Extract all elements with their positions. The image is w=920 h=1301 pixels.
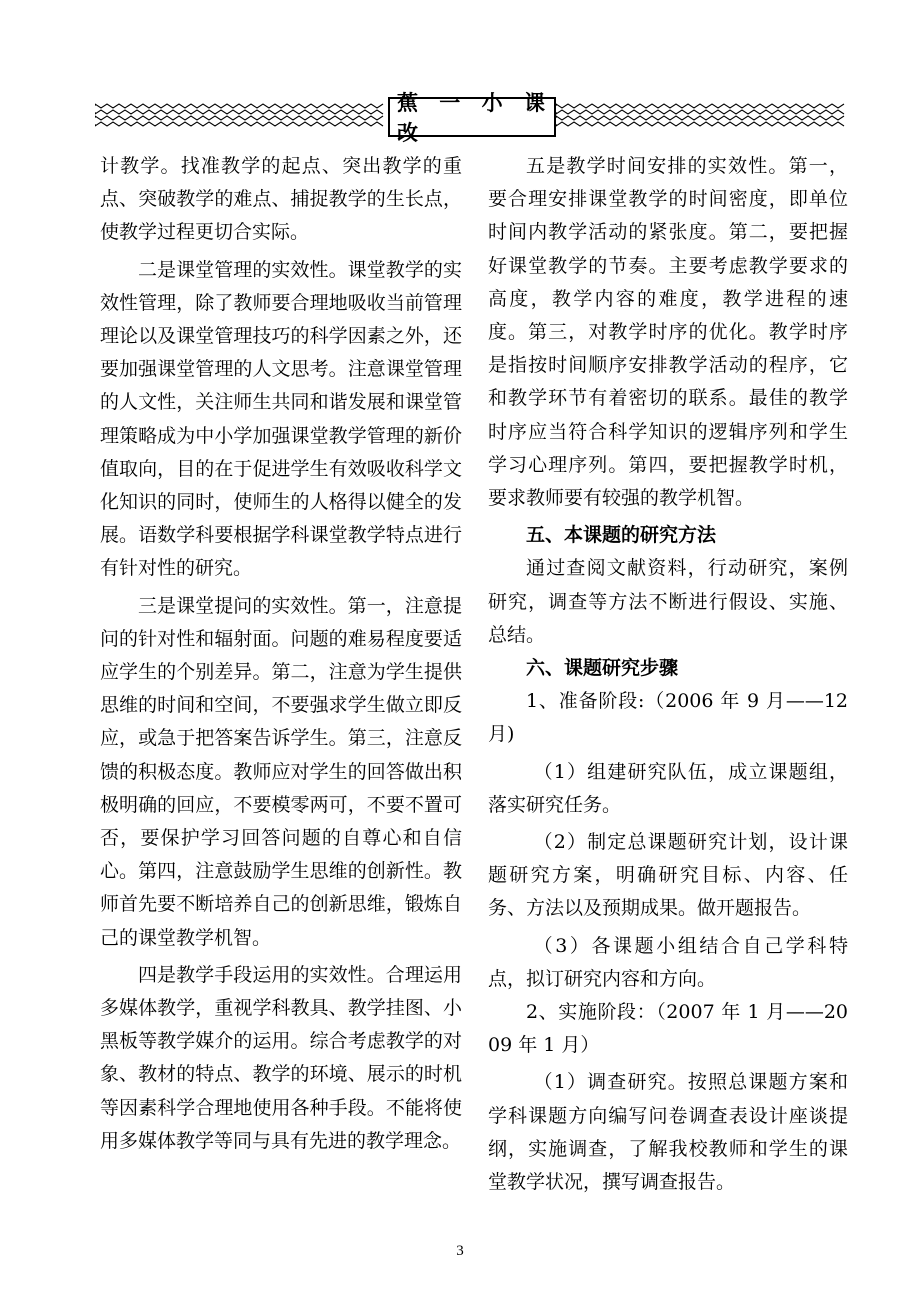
paragraph-step-1: （1）组建研究队伍，成立课题组，落实研究任务。 — [488, 760, 848, 816]
left-column — [100, 150, 462, 1158]
paragraph-survey-research: （1）调查研究。按照总课题方案和学科课题方向编写问卷调查表设计座谈提纲，实施调查，了解我校教师和学生的课堂教学状况，撰写调查报告。 — [488, 1071, 848, 1194]
decorative-wave-border-right — [556, 103, 845, 131]
right-column — [488, 150, 848, 1199]
page-header — [95, 91, 845, 145]
section-heading-research-steps: 六、课题研究步骤 — [526, 657, 679, 680]
paragraph-preparation-stage: 1、准备阶段:（2006 年 9 月——12 月) — [488, 690, 848, 746]
paragraph-time-arrangement: 五是教学时间安排的实效性。第一，要合理安排课堂教学的时间密度，即单位时间内教学活动的紧张度。第二，要把握好课堂教学的节奏。主要考虑教学要求的高度，教学内容的难度，教学进程的速度。第三，对教学时序的优化。教学时序是指按时间顺序安排教学活动的程序，它和教学环节有着密切的联系。最佳的教学时序应当符合科学知识的逻辑序列和学生学习心理序列。第四，要把握教学时机，要求教师要有较强的教学机智。 — [488, 155, 848, 510]
paragraph-step-2: （2）制定总课题研究计划，设计课题研究方案，明确研究目标、内容、任务、方法以及预期成果。做开题报告。 — [488, 831, 848, 920]
paragraph-classroom-questioning: 三是课堂提问的实效性。第一，注意提问的针对性和辐射面。问题的难易程度要适应学生的个别差异。第二，注意为学生提供思维的时间和空间，不要强求学生做立即反应，或急于把答案告诉学生。第三，注意反馈的积极态度。教师应对学生的回答做出积极明确的回应，不要模零两可，不要不置可否，要保护学习回答问题的自尊心和自信心。第四，注意鼓励学生思维的创新性。教师首先要不断培养自己的创新思维，锻炼自己的课堂教学机智。 — [100, 594, 462, 949]
paragraph-research-methods: 通过查阅文献资料，行动研究，案例研究，调查等方法不断进行假设、实施、总结。 — [488, 557, 848, 646]
paragraph-step-3: （3）各课题小组结合自己学科特点，拟订研究内容和方向。 — [488, 934, 848, 990]
decorative-wave-border-left — [95, 103, 388, 131]
paragraph-classroom-management: 二是课堂管理的实效性。课堂教学的实效性管理，除了教师要合理地吸收当前管理理论以及课堂管理技巧的科学因素之外，还要加强课堂管理的人文思考。注意课堂管理的人文性，关注师生共同和谐发展和课堂管理策略成为中小学加强课堂教学管理的新价值取向，目的在于促进学生有效吸收科学文化知识的同时，使师生的人格得以健全的发展。语数学科要根据学科课堂教学特点进行有针对性的研究。 — [100, 258, 462, 580]
paragraph-implementation-stage: 2、实施阶段：（2007 年 1 月——2009 年 1 月） — [488, 1001, 848, 1057]
header-title: 蕉 一 小 课 改 — [388, 97, 556, 137]
section-heading-research-methods: 五、本课题的研究方法 — [526, 524, 717, 547]
paragraph-continued: 计教学。找准教学的起点、突出教学的重点、突破教学的难点、捕捉教学的生长点，使教学过程更切合实际。 — [100, 155, 462, 244]
paragraph-teaching-means: 四是教学手段运用的实效性。合理运用多媒体教学，重视学科教具、教学挂图、小黑板等教学媒介的运用。综合考虑教学的对象、教材的特点、教学的环境、展示的时机等因素科学合理地使用各种手段。不能将使用多媒体教学等同与具有先进的教学理念。 — [100, 963, 462, 1152]
page-number: 3 — [456, 1243, 464, 1259]
